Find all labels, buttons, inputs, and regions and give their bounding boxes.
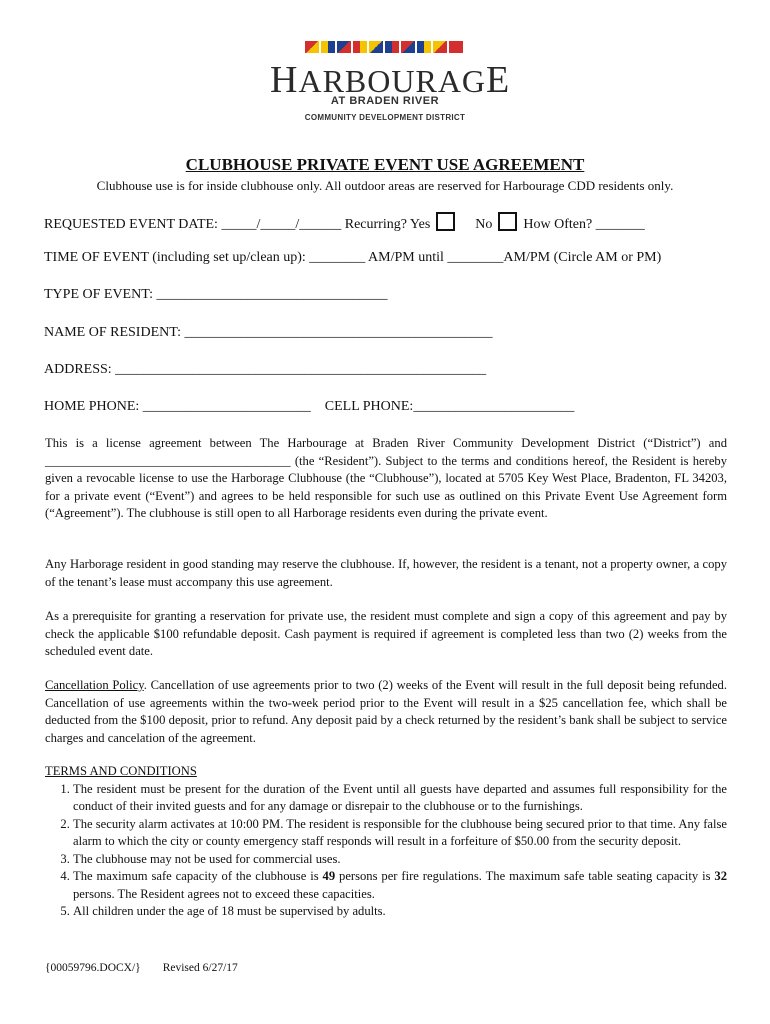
flag-icon xyxy=(369,41,383,53)
prerequisite-paragraph: As a prerequisite for granting a reservation for private use, the resident must complete and sign a copy of this agreement and pay by check the applicable $100 refundable deposit. Cash payment is required if agreement is completed less than two (2) weeks from the scheduled event date. xyxy=(45,609,727,658)
type-of-event-field[interactable]: TYPE OF EVENT: _________________________________ xyxy=(44,287,388,302)
eligibility-paragraph: Any Harborage resident in good standing may reserve the clubhouse. If, however, the resident is a tenant, not a property owner, a copy of the tenant’s lease must accompany this use agreement. xyxy=(45,557,727,589)
cancellation-heading: Cancellation Policy xyxy=(45,678,144,692)
cancellation-paragraph xyxy=(45,677,727,747)
footer xyxy=(45,962,238,974)
flag-icon xyxy=(353,41,367,53)
flag-icon xyxy=(449,41,463,53)
flag-icon xyxy=(337,41,351,53)
event-date-row xyxy=(44,212,645,233)
terms-heading: TERMS AND CONDITIONS xyxy=(45,764,197,778)
term-item: 5. All children under the age of 18 must be supervised by adults. xyxy=(73,903,727,921)
address-field[interactable]: ADDRESS: _____________________________________________________ xyxy=(44,362,487,377)
flag-icon xyxy=(417,41,431,53)
page-title: CLUBHOUSE PRIVATE EVENT USE AGREEMENT xyxy=(185,155,585,174)
license-paragraph: This is a license agreement between The Harbourage at Braden River Community Development District (“District”) and _______________________________________ (the “Resident”). Subject to the terms and conditions hereof, the Resident is hereby given a revocable license to use the Harborage Clubhouse (the “Clubhouse”), located at 5705 Key West Place, Bradenton, FL 34203, for a private event (“Event”) and agrees to be held responsible for such use as outlined on this Private Event Use Agreement form (“Agreement”). The clubhouse is still open to all Harborage residents even during the private event. xyxy=(45,436,727,520)
flag-icon xyxy=(385,41,399,53)
cancellation-text: . Cancellation of use agreements prior to two (2) weeks of the Event will result in the full deposit being refunded. Cancellation of use agreements within the two-week period prior to the Event will result in a $25 cancellation fee, which shall be deducted from the $100 deposit, prior to refund. Any deposit paid by a check returned by the resident’s bank shall be subject to service charges and cancelation of the agreement. xyxy=(45,678,727,745)
term-item: 2. The security alarm activates at 10:00 PM. The resident is responsible for the clubhouse being secured prior to that time. Any false alarm to which the city or county emergency staff responds will result in a forfeiture of $50.00 from the security deposit. xyxy=(73,816,727,851)
home-phone-field[interactable]: HOME PHONE: ________________________ xyxy=(44,399,311,414)
logo-name: HARBOURAGE xyxy=(270,59,511,101)
flag-icon xyxy=(401,41,415,53)
logo-subtitle: AT BRADEN RIVER xyxy=(330,95,440,107)
term-item: 1. The resident must be present for the duration of the Event until all guests have departed and assumes full responsibility for the conduct of their invited guests and for any damage or disrepair to the clubhouse or to the furnishings. xyxy=(73,781,727,816)
how-often-field[interactable]: How Often? _______ xyxy=(523,217,645,232)
cell-phone-field[interactable]: CELL PHONE:_______________________ xyxy=(324,399,575,414)
recurring-yes-checkbox[interactable] xyxy=(436,212,455,231)
revision-date: Revised 6/27/17 xyxy=(162,962,238,974)
document-id: {00059796.DOCX/} xyxy=(45,962,141,974)
flag-icon xyxy=(433,41,447,53)
term-item: 4. The maximum safe capacity of the clubhouse is 49 persons per fire regulations. The maximum safe table seating capacity is 32 persons. The Resident agrees not to exceed these capacities. xyxy=(73,868,727,903)
recurring-no-label: No xyxy=(475,217,493,232)
flag-icon xyxy=(321,41,335,53)
recurring-no-checkbox[interactable] xyxy=(498,212,517,231)
logo-district: COMMUNITY DEVELOPMENT DISTRICT xyxy=(304,113,466,122)
terms-section xyxy=(45,763,727,921)
time-of-event-field[interactable]: TIME OF EVENT (including set up/clean up): ________ AM/PM until ________AM/PM (Circle AM or PM) xyxy=(44,250,662,265)
phone-row xyxy=(44,399,574,415)
term-item: 3. The clubhouse may not be used for commercial uses. xyxy=(73,851,727,869)
event-date-label: REQUESTED EVENT DATE: _____/_____/______ Recurring? Yes xyxy=(44,217,431,232)
flag-icon xyxy=(305,41,319,53)
logo-flags xyxy=(305,41,463,53)
page-subtitle: Clubhouse use is for inside clubhouse only. All outdoor areas are reserved for Harbourage CDD residents only. xyxy=(96,178,674,193)
resident-name-field[interactable]: NAME OF RESIDENT: ____________________________________________ xyxy=(44,325,493,340)
